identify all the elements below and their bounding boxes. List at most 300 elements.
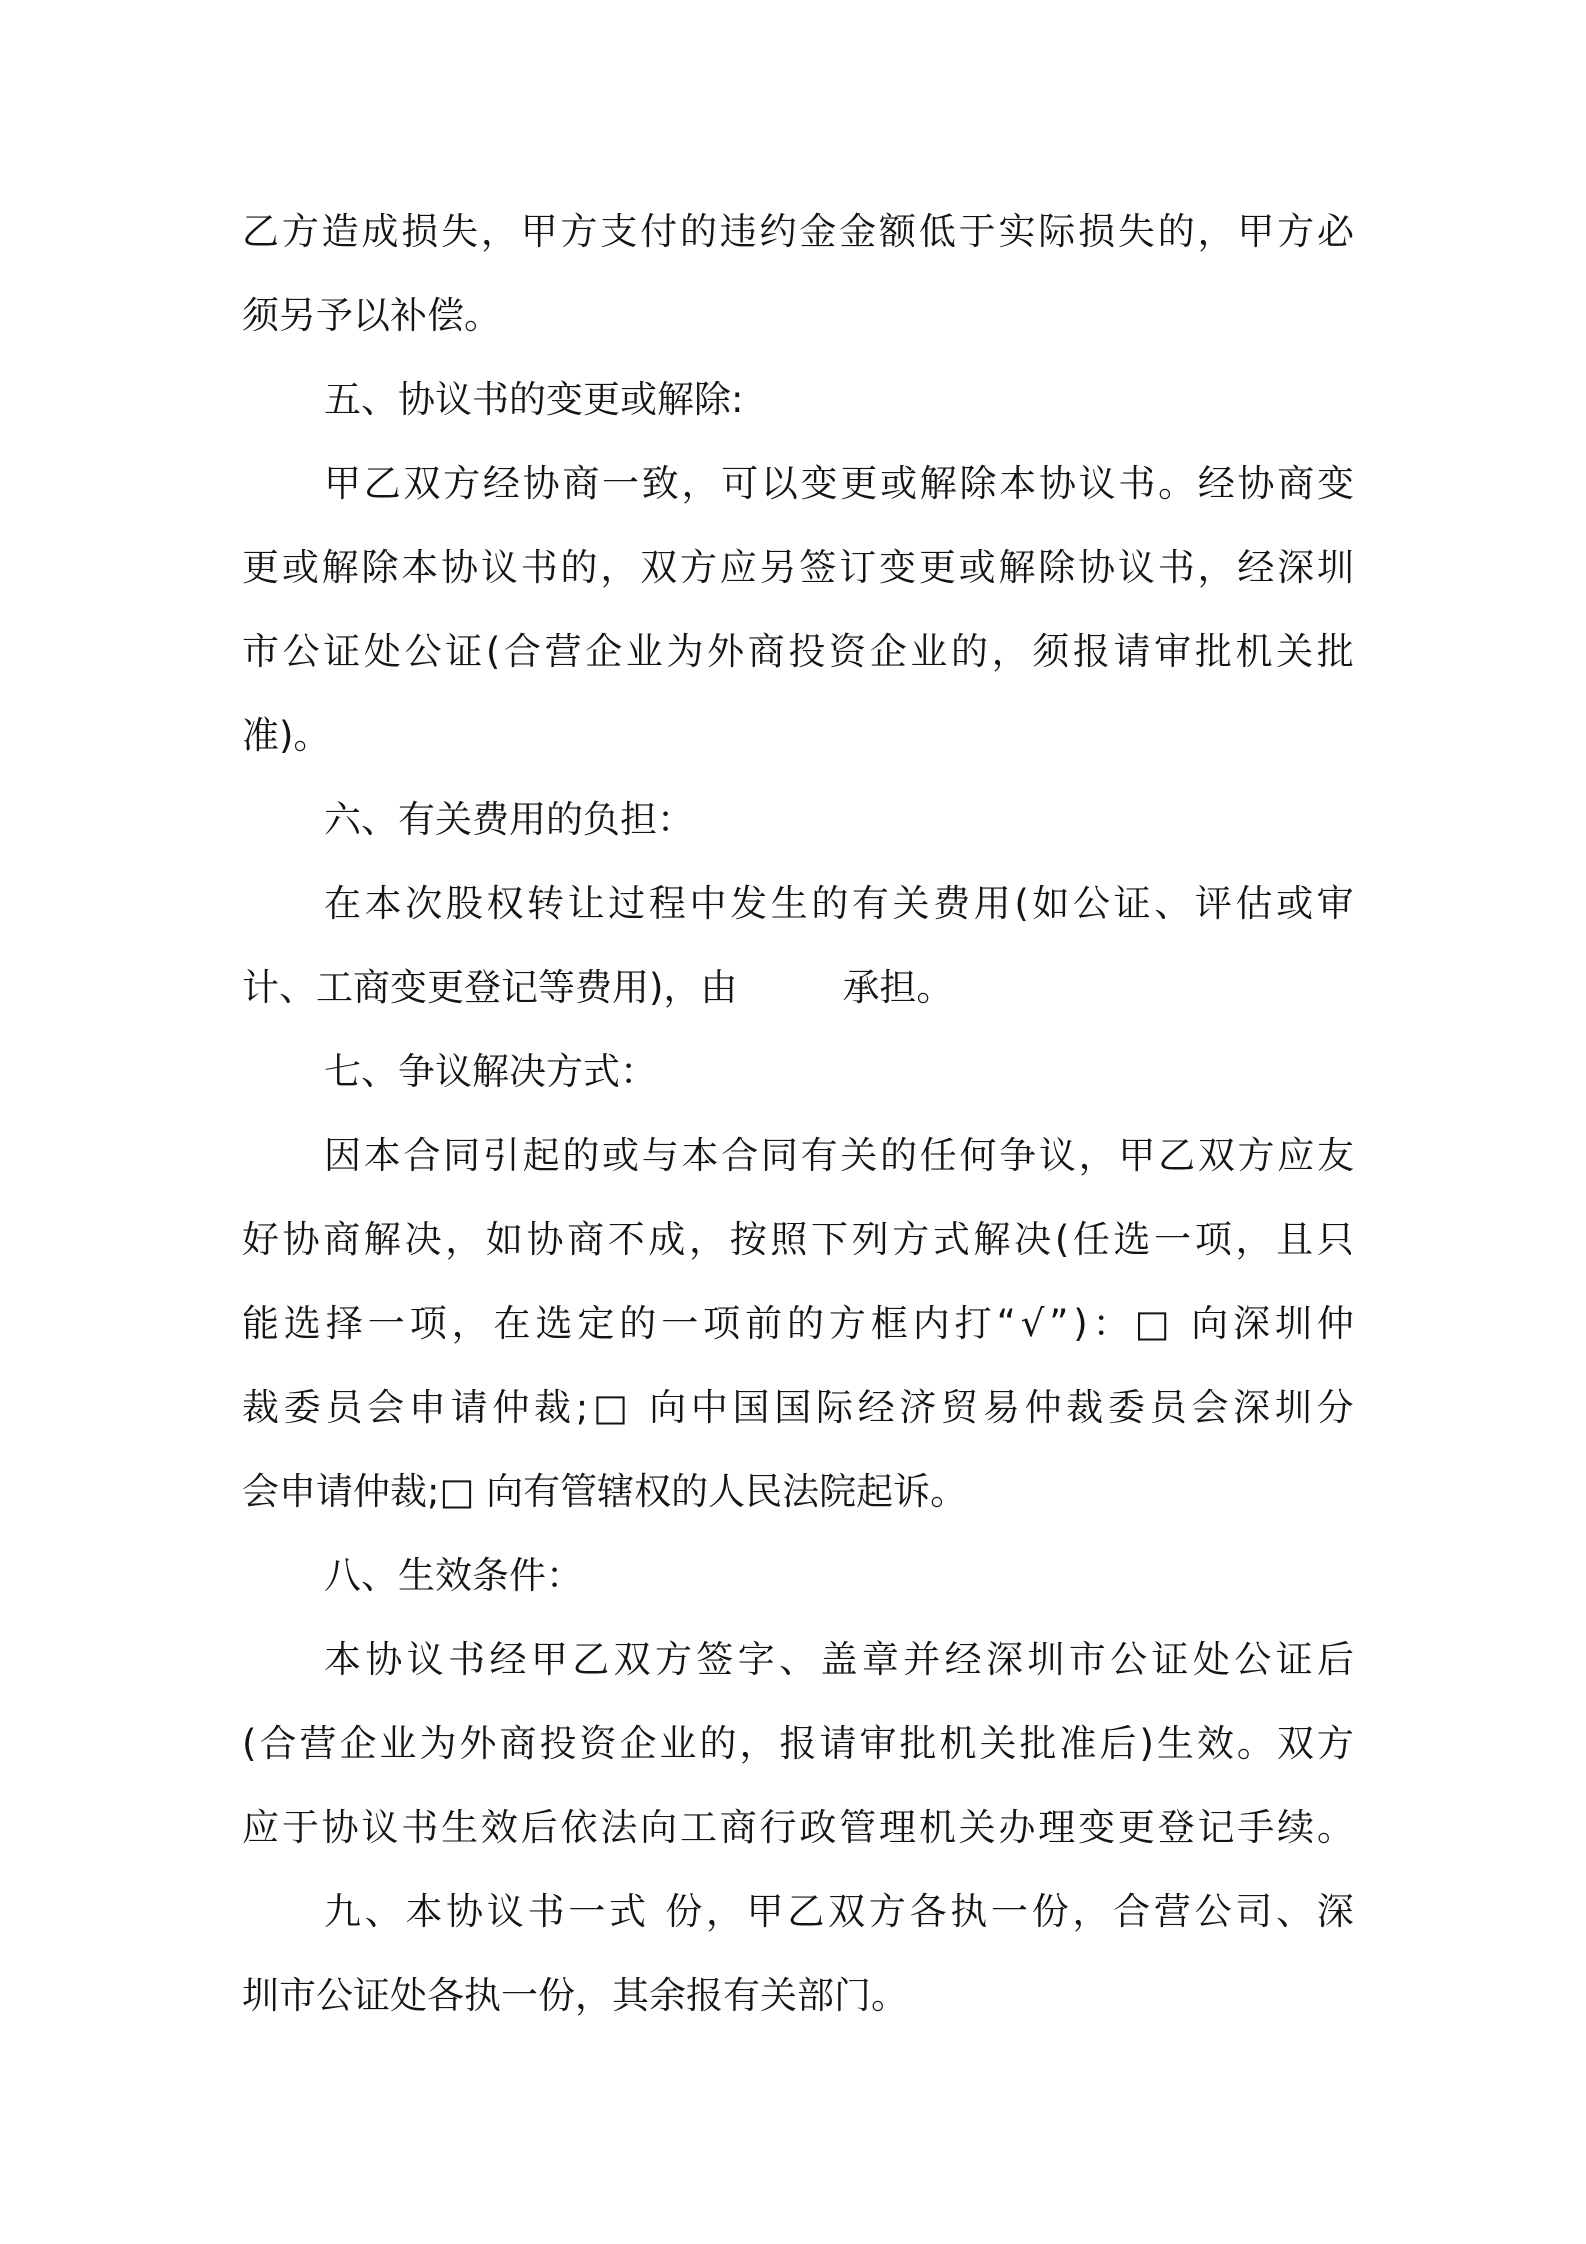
text-char: 友 (1316, 1134, 1354, 1177)
text-char: 内 (912, 1302, 950, 1345)
text-char: 或 (1276, 882, 1314, 925)
text-char: 让 (567, 882, 605, 925)
text-char: 在 (493, 1302, 531, 1345)
text-char: 关 (892, 882, 930, 925)
text-char: 、 (1154, 882, 1192, 925)
text-char: 员 (1149, 1386, 1187, 1429)
text-char: 金 (799, 210, 837, 253)
text-char: 决 (404, 1218, 442, 1261)
text-char: 向 (640, 1806, 678, 1849)
text-char: 生 (441, 1806, 479, 1849)
text-char: 九 (324, 1890, 361, 1933)
text-char: 损 (401, 210, 439, 253)
text-char: ( (485, 630, 501, 673)
text-char: 下 (810, 1218, 848, 1261)
text-char: 协 (282, 1218, 320, 1261)
text-char: 甲 (1237, 210, 1275, 253)
text-char: 会 (1191, 1386, 1229, 1429)
text-line: 须另予以补偿。 (242, 294, 501, 337)
text-char: 批 (1316, 630, 1354, 673)
text-char: 用 (973, 882, 1011, 925)
text-char: 或 (281, 546, 319, 589)
text-char: 发 (730, 882, 768, 925)
text-char: 方 (828, 1302, 866, 1345)
text-char: ， (600, 546, 638, 589)
text-char: 项 (703, 1302, 741, 1345)
text-char: 向 (1191, 1302, 1229, 1345)
text-char: 批 (1194, 630, 1232, 673)
text-char: 更 (840, 462, 878, 505)
text-char: 裁 (534, 1386, 572, 1429)
text-line (242, 1114, 1354, 1198)
text-char: 公 (404, 630, 442, 673)
text-line-with-blank (242, 946, 1354, 1030)
text-char: 的 (786, 1302, 824, 1345)
text-char: 除 (1038, 546, 1076, 589)
text-char: 好 (242, 1218, 279, 1261)
text-char: 圳 (1316, 546, 1354, 589)
text-char: 一 (367, 1302, 405, 1345)
text-char: 协 (526, 1218, 564, 1261)
text-char: 易 (982, 1386, 1020, 1429)
text-char: 甲 (1118, 1134, 1156, 1177)
text-char: 实 (998, 210, 1036, 253)
text-char: 、 (364, 1890, 402, 1933)
text-char: 会 (367, 1386, 405, 1429)
section-heading: 八、生效条件： (324, 1554, 583, 1597)
text-char: 业 (659, 1722, 697, 1765)
text-char: 执 (950, 1890, 988, 1933)
text-char: 投 (539, 1722, 577, 1765)
text-char: 甲 (530, 1638, 568, 1681)
text-char: 书 (527, 1890, 565, 1933)
text-char: 份 (1031, 1890, 1069, 1933)
text-char: 中 (690, 1386, 728, 1429)
text-char: 与 (641, 1134, 679, 1177)
text-char: 、 (779, 1638, 817, 1681)
text-char: ， (689, 1218, 727, 1261)
text-char: 变 (879, 546, 916, 589)
text-segment: 计、工商变更登记等费用)，由 (242, 966, 738, 1009)
text-char: 协 (1038, 462, 1076, 505)
text-char: 方 (1316, 1722, 1354, 1765)
text-char: 式 (932, 1218, 970, 1261)
text-char: “ (996, 1302, 1016, 1345)
text-char: 乙 (1158, 1134, 1196, 1177)
text-char: 市 (242, 630, 279, 673)
text-char: 更 (918, 546, 956, 589)
text-char: 各 (909, 1890, 947, 1933)
text-char: 深 (1316, 1890, 1354, 1933)
text-char: 管 (839, 1806, 877, 1849)
text-char: 外 (707, 630, 745, 673)
text-char: 双 (640, 546, 678, 589)
text-char: 双 (1276, 1722, 1314, 1765)
text-char: 须 (1032, 630, 1070, 673)
text-char: 申 (408, 1386, 446, 1429)
text-char: 批 (1019, 1722, 1057, 1765)
text-char: 议 (406, 1638, 444, 1681)
text-char: 审 (1316, 882, 1354, 925)
text-char: 不 (607, 1218, 645, 1261)
text-char: 。 (1236, 1722, 1274, 1765)
text-char: 项 (1194, 1218, 1232, 1261)
text-char: 一 (568, 1890, 606, 1933)
text-char: 证 (445, 630, 483, 673)
text-char: 际 (1038, 210, 1076, 253)
text-char: 按 (729, 1218, 767, 1261)
text-char: 商 (499, 1722, 537, 1765)
text-char: 损 (1078, 210, 1116, 253)
text-char: 的 (880, 1134, 918, 1177)
text-char: 打 (954, 1302, 992, 1345)
text-char: 额 (879, 210, 916, 253)
text-char: □ (1134, 1302, 1170, 1345)
text-char: ， (705, 1890, 743, 1933)
text-char: 股 (445, 882, 483, 925)
text-char: 机 (918, 1806, 956, 1849)
text-char: 如 (485, 1218, 523, 1261)
text-char: 框 (870, 1302, 908, 1345)
text-char: 法 (600, 1806, 638, 1849)
text-char: 的 (699, 1722, 737, 1765)
text-char: 选 (535, 1302, 573, 1345)
text-char: 前 (745, 1302, 783, 1345)
text-char: 手 (1237, 1806, 1275, 1849)
text-char: 商 (747, 630, 785, 673)
text-char: 择 (325, 1302, 363, 1345)
text-char: ” (1049, 1302, 1069, 1345)
text-char: 国 (774, 1386, 812, 1429)
text-char: 必 (1316, 210, 1354, 253)
text-char: 业 (910, 630, 948, 673)
text-char: 章 (861, 1638, 899, 1681)
text-char: ， (1072, 1890, 1110, 1933)
text-char: 甲 (746, 1890, 784, 1933)
text-char: 的 (1157, 210, 1195, 253)
text-char: ， (991, 630, 1029, 673)
text-char: 估 (1235, 882, 1273, 925)
text-char: ， (1197, 210, 1235, 253)
text-char: 乙 (242, 210, 279, 253)
text-char: 圳 (1274, 1386, 1312, 1429)
text-char: 合 (503, 630, 541, 673)
text-char: 审 (859, 1722, 897, 1765)
text-char: 双 (828, 1890, 866, 1933)
text-char: 方 (560, 210, 598, 253)
text-char: 资 (829, 630, 867, 673)
text-char: 请 (1113, 630, 1151, 673)
text-char: 商 (323, 1218, 361, 1261)
text-char: 有 (800, 1134, 838, 1177)
text-char: 深 (1277, 546, 1315, 589)
text-char: 本 (401, 546, 439, 589)
text-char: 失 (1117, 210, 1155, 253)
text-char: 员 (325, 1386, 363, 1429)
text-char: ( (1054, 1218, 1070, 1261)
text-line: 会申请仲裁;□ 向有管辖权的人民法院起诉。 (242, 1470, 968, 1513)
text-char: 的 (811, 882, 849, 925)
text-char: 另 (759, 546, 797, 589)
text-char: ) (1073, 1302, 1088, 1345)
text-char: 份 (665, 1890, 703, 1933)
text-char: 理 (1038, 1806, 1076, 1849)
text-char: 方 (892, 1218, 930, 1261)
text-char: 经 (944, 1638, 982, 1681)
text-line (242, 526, 1354, 610)
text-char: 任 (919, 1134, 957, 1177)
text-line (242, 1786, 1354, 1870)
text-char: 企 (339, 1722, 377, 1765)
text-char: 方 (443, 462, 481, 505)
text-char: 证 (1113, 882, 1151, 925)
text-char: □ (592, 1386, 628, 1429)
text-char: 工 (679, 1806, 717, 1849)
text-char: 投 (788, 630, 826, 673)
text-char: 行 (759, 1806, 797, 1849)
text-char: 于 (958, 210, 996, 253)
text-char: 方 (1277, 210, 1315, 253)
text-char: 方 (655, 1638, 692, 1681)
text-char: 关 (840, 1134, 878, 1177)
text-line (242, 1618, 1354, 1702)
text-char: 以 (760, 462, 798, 505)
text-char: 一 (1154, 1218, 1192, 1261)
text-char: 仲 (492, 1386, 530, 1429)
text-char: 失 (441, 210, 479, 253)
text-char: 为 (666, 630, 704, 673)
text-char: 乙 (787, 1890, 825, 1933)
text-char: 解 (919, 462, 957, 505)
text-char: 变 (800, 462, 838, 505)
text-char: 何 (959, 1134, 997, 1177)
text-char: 商 (719, 1806, 757, 1849)
text-char: 除 (959, 462, 997, 505)
text-char: 议 (361, 1806, 399, 1849)
text-char: 变 (1316, 462, 1354, 505)
text-char: 报 (1072, 630, 1110, 673)
text-char: 金 (839, 210, 877, 253)
text-char: 议 (1038, 1134, 1076, 1177)
text-char: 批 (899, 1722, 937, 1765)
text-char: 书 (520, 546, 558, 589)
text-line (242, 190, 1354, 274)
text-char: 争 (999, 1134, 1037, 1177)
text-char: 本 (363, 1134, 401, 1177)
text-char: 报 (779, 1722, 817, 1765)
text-char: 只 (1316, 1218, 1354, 1261)
text-char (1174, 1282, 1186, 1366)
text-char: 公 (1194, 1890, 1232, 1933)
text-char: 低 (918, 210, 956, 253)
text-char: 后 (1099, 1722, 1137, 1765)
text-char: 次 (405, 882, 443, 925)
text-char: 仲 (1316, 1302, 1354, 1345)
text-char (633, 1366, 645, 1450)
text-char: 协 (1237, 462, 1275, 505)
text-char: 机 (1235, 630, 1273, 673)
text-char: 同 (443, 1134, 481, 1177)
text-char: 书 (1157, 546, 1195, 589)
text-char: 应 (1277, 1134, 1315, 1177)
text-char: 登 (1157, 1806, 1195, 1849)
text-char: 业 (379, 1722, 417, 1765)
text-char: 合 (403, 1134, 441, 1177)
text-char: 办 (998, 1806, 1036, 1849)
text-char: 致 (641, 462, 679, 505)
text-char: 甲 (520, 210, 558, 253)
text-char: 双 (1197, 1134, 1235, 1177)
text-char: 经 (482, 462, 520, 505)
text-char: 协 (446, 1890, 484, 1933)
text-char: 记 (1197, 1806, 1235, 1849)
text-char: 议 (1117, 546, 1155, 589)
text-char: 解 (321, 546, 359, 589)
text-char: 国 (732, 1386, 770, 1429)
text-char: 经 (1237, 546, 1275, 589)
text-line (242, 1282, 1354, 1366)
text-char: 深 (986, 1638, 1023, 1681)
text-char: 照 (770, 1218, 808, 1261)
text-char: 或 (602, 1134, 640, 1177)
text-char: 续 (1277, 1806, 1315, 1849)
text-char: 分 (1316, 1386, 1354, 1429)
text-char: 支 (600, 210, 638, 253)
text-char: 议 (486, 1890, 524, 1933)
text-char: 合 (1113, 1890, 1151, 1933)
text-char: 商 (567, 1218, 605, 1261)
text-char: 决 (1014, 1218, 1052, 1261)
text-char: 方 (281, 210, 319, 253)
text-char: 可 (721, 462, 759, 505)
text-char: 生 (1156, 1722, 1194, 1765)
text-line: 圳市公证处各执一份，其余报有关部门。 (242, 1974, 908, 2017)
text-char: 有 (851, 882, 889, 925)
text-char: 方 (1237, 1134, 1275, 1177)
text-char: 的 (950, 630, 988, 673)
text-char: 仲 (1024, 1386, 1062, 1429)
section-heading: 七、争议解决方式： (324, 1050, 657, 1093)
text-char: 商 (1277, 462, 1315, 505)
text-line: 准)。 (242, 714, 331, 757)
text-char: 起 (522, 1134, 560, 1177)
text-char: ) (1139, 1722, 1154, 1765)
text-char: 于 (281, 1806, 319, 1849)
text-char: 准 (1059, 1722, 1097, 1765)
text-char: 资 (579, 1722, 617, 1765)
text-char: 列 (851, 1218, 889, 1261)
text-char: ， (445, 1218, 483, 1261)
text-char: 外 (459, 1722, 497, 1765)
text-char: 成 (361, 210, 399, 253)
text-char: ( (1014, 882, 1029, 925)
text-char: 本 (405, 1890, 443, 1933)
text-char: 企 (619, 1722, 657, 1765)
text-line (242, 442, 1354, 526)
text-char: 请 (819, 1722, 857, 1765)
text-char: 济 (899, 1386, 937, 1429)
text-char: 市 (1068, 1638, 1106, 1681)
text-char: 并 (903, 1638, 941, 1681)
text-char: ， (480, 210, 518, 253)
text-segment: 承担。 (842, 966, 954, 1009)
text-char: 公 (282, 630, 320, 673)
text-char: 关 (958, 1806, 996, 1849)
text-char: 政 (799, 1806, 837, 1849)
text-char: 营 (1153, 1890, 1191, 1933)
text-char: 业 (625, 630, 663, 673)
text-char: 协 (365, 1638, 403, 1681)
text-char: 方 (868, 1890, 906, 1933)
text-char: 书 (401, 1806, 439, 1849)
text-char: 。 (1158, 462, 1196, 505)
text-char: 理 (879, 1806, 916, 1849)
document-body (242, 190, 1354, 2038)
text-char: 圳 (1274, 1302, 1312, 1345)
text-char: 评 (1194, 882, 1232, 925)
text-char: 过 (608, 882, 646, 925)
text-char: 或 (958, 546, 996, 589)
text-line (242, 610, 1354, 694)
text-line (242, 862, 1354, 946)
text-char: 深 (1233, 1386, 1271, 1429)
text-char: 委 (283, 1386, 321, 1429)
text-char: 向 (649, 1386, 687, 1429)
text-char: 为 (419, 1722, 457, 1765)
text-char: 司 (1235, 1890, 1273, 1933)
text-char: 或 (880, 462, 918, 505)
text-char: ， (1235, 1218, 1273, 1261)
text-char: 议 (1078, 462, 1116, 505)
text-char: 效 (480, 1806, 518, 1849)
text-char: √ (1020, 1302, 1045, 1345)
text-char: 处 (363, 630, 401, 673)
text-char: 委 (1108, 1386, 1146, 1429)
text-char: 签 (799, 546, 837, 589)
text-char: ， (1078, 1134, 1116, 1177)
text-char: 关 (1276, 630, 1314, 673)
text-char: 的 (562, 1134, 600, 1177)
text-line (242, 1702, 1354, 1786)
text-char: 的 (679, 210, 717, 253)
text-char: 一 (602, 462, 640, 505)
text-char: 本 (324, 1638, 361, 1681)
text-char: 造 (321, 210, 359, 253)
text-char: 效 (1196, 1722, 1234, 1765)
text-char: 裁 (242, 1386, 279, 1429)
text-char: 能 (242, 1302, 279, 1345)
text-char: 际 (815, 1386, 853, 1429)
text-char: 更 (1117, 1806, 1155, 1849)
text-line (242, 1870, 1354, 1954)
text-char: 解 (363, 1218, 401, 1261)
text-char: 一 (661, 1302, 699, 1345)
text-char: 在 (324, 882, 361, 925)
text-char: 应 (242, 1806, 279, 1849)
text-char: 解 (998, 546, 1036, 589)
text-line (242, 1366, 1354, 1450)
text-char: 选 (283, 1302, 321, 1345)
text-char: 协 (321, 1806, 359, 1849)
text-char: 协 (1078, 546, 1116, 589)
text-char: 企 (585, 630, 623, 673)
text-char: 程 (648, 882, 686, 925)
text-char: 字 (737, 1638, 775, 1681)
text-char: 关 (979, 1722, 1017, 1765)
text-char: 请 (450, 1386, 488, 1429)
text-char: 双 (403, 462, 441, 505)
text-char: 权 (486, 882, 524, 925)
